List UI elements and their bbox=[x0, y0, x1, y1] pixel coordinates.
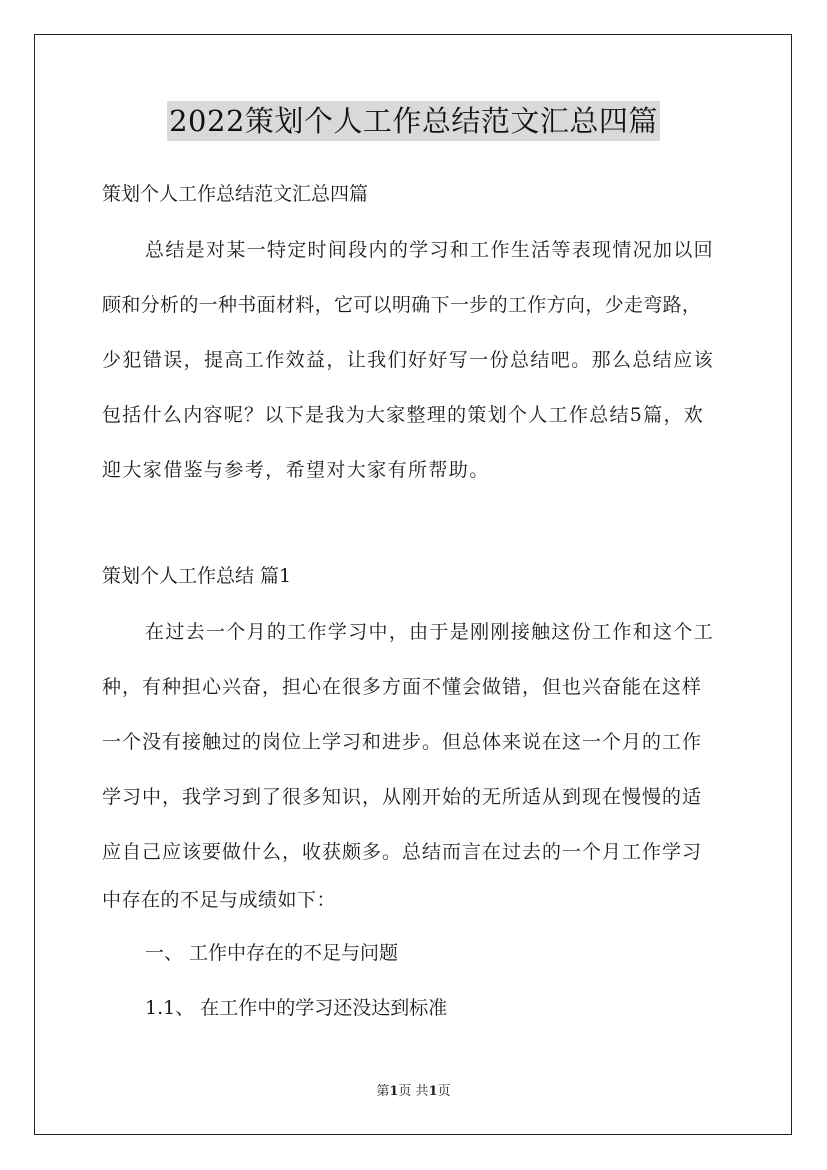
page-footer bbox=[0, 1083, 827, 1101]
intro-line-4: 包括什么内容呢？以下是我为大家整理的策划个人工作总结5篇，欢 bbox=[102, 404, 705, 426]
footer-total-pages: 1 bbox=[428, 1084, 438, 1099]
intro-line-1: 总结是对某一特定时间段内的学习和工作生活等表现情况加以回 bbox=[145, 239, 714, 261]
subtitle: 策划个人工作总结范文汇总四篇 bbox=[102, 183, 369, 205]
footer-page-number: 1 bbox=[389, 1084, 399, 1099]
footer-suffix: 页 bbox=[437, 1084, 451, 1099]
title-container bbox=[0, 101, 827, 141]
point-1-heading: 一、 工作中存在的不足与问题 bbox=[145, 942, 399, 964]
section-heading: 策划个人工作总结 篇1 bbox=[102, 565, 292, 587]
intro-line-3: 少犯错误，提高工作效益，让我们好好写一份总结吧。那么总结应该 bbox=[102, 349, 715, 371]
section-line-4: 学习中，我学习到了很多知识，从刚开始的无所适从到现在慢慢的适 bbox=[102, 786, 703, 808]
point-1-1-heading: 1.1、 在工作中的学习还没达到标准 bbox=[145, 997, 448, 1019]
intro-line-2: 顾和分析的一种书面材料，它可以明确下一步的工作方向，少走弯路， bbox=[102, 294, 702, 316]
section-line-3: 一个没有接触过的岗位上学习和进步。但总体来说在这一个月的工作 bbox=[102, 731, 703, 753]
section-line-6: 中存在的不足与成绩如下： bbox=[102, 889, 337, 911]
section-line-2: 种，有种担心兴奋，担心在很多方面不懂会做错，但也兴奋能在这样 bbox=[102, 676, 703, 698]
intro-line-5: 迎大家借鉴与参考，希望对大家有所帮助。 bbox=[102, 459, 490, 481]
document-title: 2022策划个人工作总结范文汇总四篇 bbox=[167, 101, 660, 141]
section-line-5: 应自己应该要做什么，收获颇多。总结而言在过去的一个月工作学习 bbox=[102, 841, 703, 863]
section-line-1: 在过去一个月的工作学习中，由于是刚刚接触这份工作和这个工 bbox=[145, 621, 714, 643]
footer-mid: 页 共 bbox=[398, 1084, 429, 1099]
footer-prefix: 第 bbox=[376, 1084, 390, 1099]
